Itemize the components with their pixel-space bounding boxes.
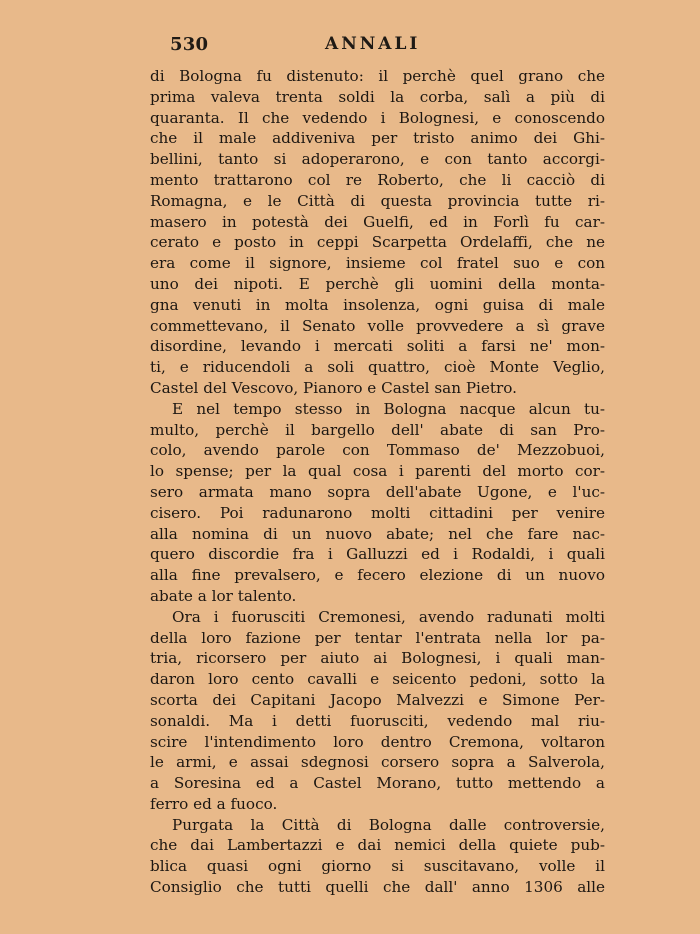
text-line: scire l'intendimento loro dentro Cremona, voltaron [150,732,605,751]
text-line: E nel tempo stesso in Bologna nacque alcun tu- [172,399,605,418]
text-line: gna venuti in molta insolenza, ogni guisa di male [150,295,605,314]
text-line: Castel del Vescovo, Pianoro e Castel san Pietro. [150,378,517,397]
text-line: ferro ed a fuoco. [150,794,278,813]
text-line: blica quasi ogni giorno si suscitavano, volle il [150,857,605,876]
text-line: che il male addiveniva per tristo animo dei Ghi- [150,129,605,148]
text-line: era come il signore, insieme col fratel suo e con [150,254,605,273]
text-line: Purgata la Città di Bologna dalle controversie, [172,815,605,834]
text-line: commettevano, il Senato volle provvedere a sì grave [150,316,605,335]
running-head: ANNALI [325,34,421,54]
text-line: prima valeva trenta soldi la corba, salì a più di [150,87,605,106]
text-line: di Bologna fu distenuto: il perchè quel grano che [150,67,605,85]
text-line: Ora i fuorusciti Cremonesi, avendo radunati molti [172,607,605,626]
text-line: cerato e posto in ceppi Scarpetta Ordelaffi, che ne [150,233,605,252]
text-line: quero discordie fra i Galluzzi ed i Rodaldi, i quali [150,545,605,564]
text-line: sonaldi. Ma i detti fuorusciti, vedendo mal riu- [150,711,605,730]
text-line: le armi, e assai sdegnosi corsero sopra a Salverola, [150,753,605,772]
text-line: bellini, tanto si adoperarono, e con tanto accorgi- [150,150,605,169]
page-header [150,34,610,58]
text-line: scorta dei Capitani Jacopo Malvezzi e Simone Per- [150,690,605,709]
text-line: daron loro cento cavalli e seicento pedoni, sotto la [150,670,605,689]
text-line: colo, avendo parole con Tommaso de' Mezzobuoi, [150,441,605,460]
text-line: mento trattarono col re Roberto, che li cacciò di [150,170,605,189]
text-line: che dai Lambertazzi e dai nemici della quiete pub- [150,836,605,855]
text-line: uno dei nipoti. E perchè gli uomini della monta- [150,274,605,293]
text-line: Romagna, e le Città di questa provincia tutte ri- [150,191,605,210]
text-line: alla nomina di un nuovo abate; nel che fare nac- [150,524,605,543]
text-line: lo spense; per la qual cosa i parenti del morto cor- [150,462,605,481]
text-line: quaranta. Il che vedendo i Bolognesi, e conoscendo [150,108,605,127]
page-number: 530 [170,34,209,55]
text-line: sero armata mano sopra dell'abate Ugone, e l'uc- [150,482,605,501]
text-line: abate a lor talento. [150,586,297,605]
text-line: tria, ricorsero per aiuto ai Bolognesi, i quali man- [150,649,605,668]
text-line: ti, e riducendoli a soli quattro, cioè Monte Veglio, [150,358,605,377]
text-line: alla fine prevalsero, e fecero elezione di un nuovo [150,566,605,585]
text-line: multo, perchè il bargello dell' abate di san Pro- [150,420,605,439]
text-line: masero in potestà dei Guelfi, ed in Forlì fu car- [150,212,605,231]
text-line: cisero. Poi radunarono molti cittadini per venire [150,503,605,522]
body-text [150,66,605,898]
text-line: a Soresina ed a Castel Morano, tutto mettendo a [150,774,605,793]
text-line: disordine, levando i mercati soliti a farsi ne' mon- [150,337,605,356]
text-line: Consiglio che tutti quelli che dall' anno 1306 alle [150,878,605,897]
text-line: della loro fazione per tentar l'entrata nella lor pa- [150,628,605,647]
